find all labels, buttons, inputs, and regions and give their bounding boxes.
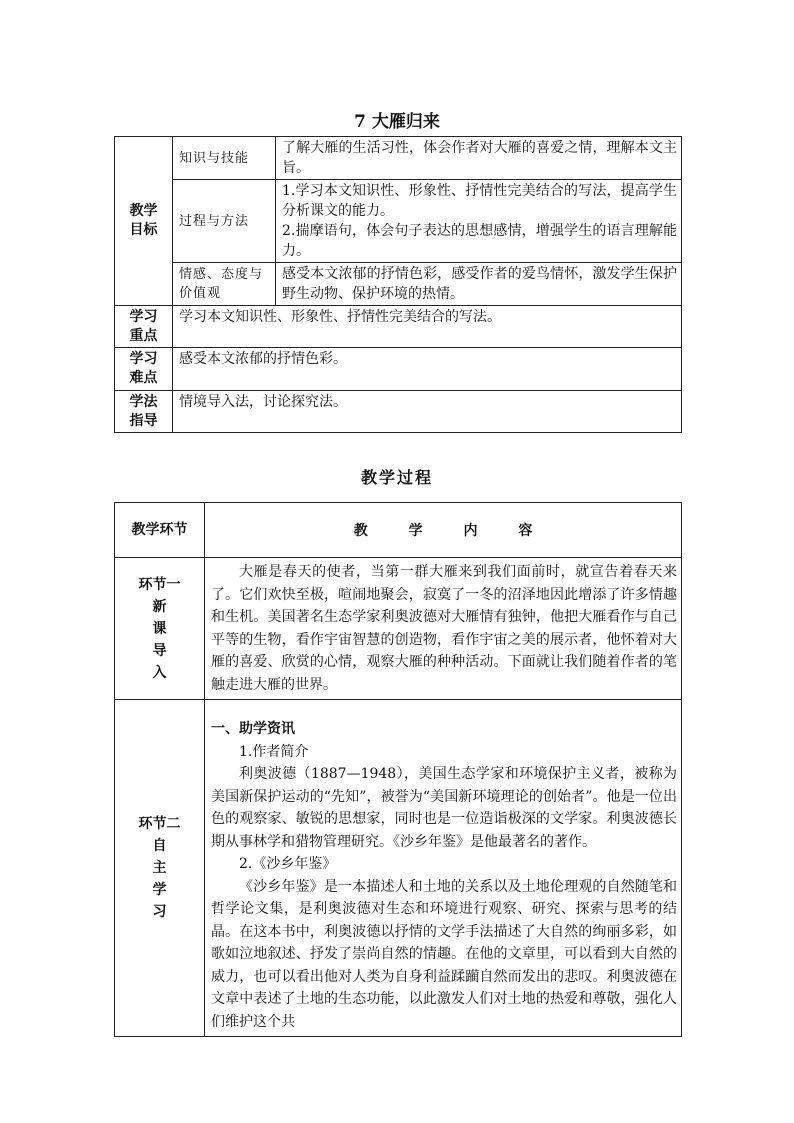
goal-sub-process: 过程与方法 [173, 180, 276, 263]
method-label [115, 391, 173, 433]
method-text: 情境导入法，讨论探究法。 [173, 391, 682, 433]
col-header-char-3: 内 [463, 523, 478, 539]
key-point-label [115, 306, 173, 348]
section2-sub2: 2.《沙乡年鉴》 [239, 856, 337, 872]
section1-label-char: 导 [152, 642, 167, 659]
section1-label-char: 新 [152, 598, 167, 615]
section2-content [205, 700, 682, 1037]
goal-text-process-1: 1.学习本文知识性、形象性、抒情性完美结合的写法，提高学生分析课文的能力。 [282, 183, 677, 219]
difficulty-label-line2: 难点 [129, 370, 158, 386]
section2-heading: 一、助学资讯 [211, 721, 295, 737]
key-point-text: 学习本文知识性、形象性、抒情性完美结合的写法。 [173, 306, 682, 348]
difficulty-label-line1: 学习 [129, 351, 158, 367]
goal-label-line2: 目标 [129, 222, 158, 238]
key-point-label-line2: 重点 [129, 327, 158, 344]
section1-text: 大雁是春天的使者，当第一群大雁来到我们面前时，就宣告着春天来了。它们欢快至极，喧闹地聚会，寂寞了一冬的沼泽地因此增添了许多情趣和生机。美国著名生态学家利奥波德对大雁情有独钟，他把大雁看作与自己平等的生物，看作宇宙智慧的创造物，看作宇宙之美的展示者，他怀着对大雁的喜爱、欣赏的心情，观察大雁的种种活动。下面就让我们随着作者的笔触走进大雁的世界。 [205, 558, 682, 700]
goal-text-process [276, 180, 682, 263]
goal-sub-knowledge: 知识与技能 [173, 137, 276, 180]
section2-label-char: 主 [152, 860, 167, 876]
section1-label-title: 环节一 [138, 576, 181, 593]
section1-label [115, 558, 205, 700]
goal-text-process-2: 2.揣摩语句，体会句子表达的思想感情，增强学生的语言理解能力。 [282, 223, 677, 259]
teaching-process-table [114, 502, 682, 1037]
col-header-char-2: 学 [408, 523, 423, 539]
key-point-label-line1: 学习 [129, 308, 158, 325]
section2-label-char: 学 [152, 882, 167, 898]
goal-label-line1: 教学 [129, 203, 158, 219]
section2-sub1: 1.作者简介 [239, 743, 309, 760]
process-title: 教学过程 [360, 468, 433, 487]
section2-label [115, 700, 205, 1037]
col-header-char-4: 容 [518, 523, 533, 539]
col-header-char-1: 教 [353, 523, 368, 539]
difficulty-text: 感受本文浓郁的抒情色彩。 [173, 348, 682, 391]
col-header-content [205, 503, 682, 558]
goal-text-emotion: 感受本文浓郁的抒情色彩，感受作者的爱鸟情怀，激发学生保护野生动物、保护环境的热情。 [276, 263, 682, 306]
col-header-stage: 教学环节 [115, 503, 205, 558]
goal-text-knowledge: 了解大雁的生活习性，体会作者对大雁的喜爱之情，理解本文主旨。 [276, 137, 682, 180]
teaching-goals-table [114, 136, 682, 433]
section2-label-char: 自 [152, 838, 167, 854]
section2-para2: 《沙乡年鉴》是一本描述人和土地的关系以及土地伦理观的自然随笔和哲学论文集，是利奥波德对生态和环境进行观察、研究、探索与思考的结晶。在这本书中，利奥波德以抒情的文学手法描述了大自然的绚丽多彩，如歌如泣地叙述、抒发了崇尚自然的情趣。在他的文章里，可以看到大自然的威力，也可以看出他对人类为自身利益蹂躏自然而发出的悲叹。利奥波德在文章中表述了土地的生态功能，以此激发人们对土地的热爱和尊敬，强化人们维护这个共 [211, 878, 677, 1030]
section1-label-char: 入 [152, 664, 167, 681]
section2-para1: 利奥波德（1887—1948），美国生态学家和环境保护主义者，被称为美国新保护运动的“先知”，被誉为“美国新环境理论的创始者”。他是一位出色的观察家、敏锐的思想家，同时也是一位造诣极深的文学家。利奥波德长期从事林学和猎物管理研究。《沙乡年鉴》是他最著名的著作。 [211, 766, 677, 850]
section2-label-title: 环节二 [138, 816, 181, 832]
difficulty-label [115, 348, 173, 391]
method-label-line1: 学法 [129, 393, 158, 410]
section2-label-char: 习 [152, 904, 167, 920]
method-label-line2: 指导 [129, 412, 158, 429]
goal-label-cell [115, 137, 173, 306]
section1-label-char: 课 [152, 620, 167, 637]
goal-sub-emotion: 情感、态度与价值观 [173, 263, 276, 306]
page-title: 7 大雁归来 [354, 112, 440, 132]
